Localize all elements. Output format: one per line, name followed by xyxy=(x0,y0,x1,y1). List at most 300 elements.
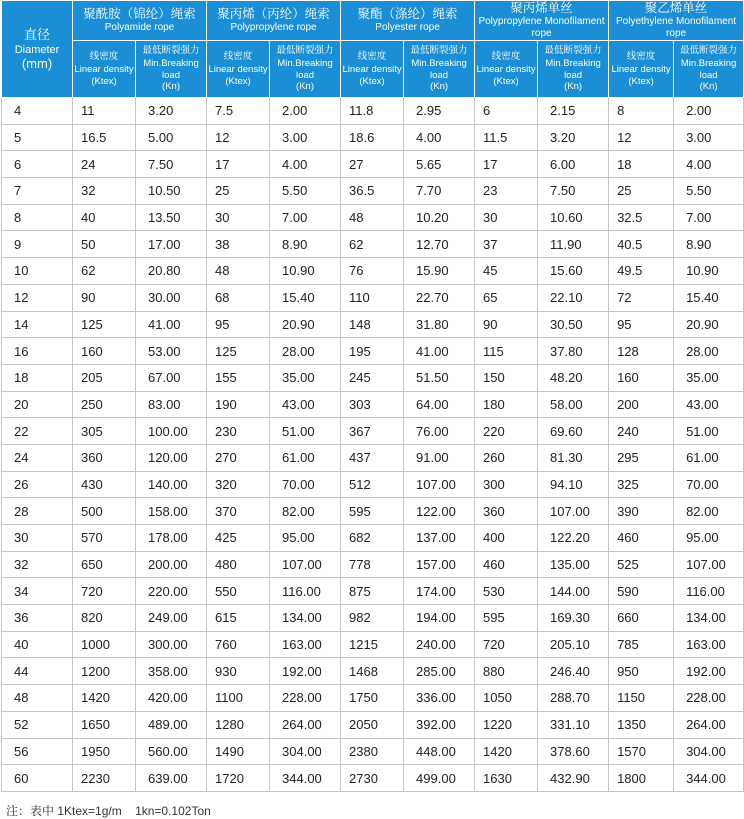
sub-header-unit: (Kn) xyxy=(296,81,314,93)
linear-density-cell: 125 xyxy=(207,338,270,365)
diameter-cell: 36 xyxy=(2,605,73,632)
group-header-zh: 聚酰胺（锦纶）绳索 xyxy=(83,7,196,21)
linear-density-cell: 950 xyxy=(609,658,674,685)
breaking-load-cell: 15.60 xyxy=(538,258,609,285)
linear-density-cell: 682 xyxy=(341,525,404,552)
breaking-load-cell: 13.50 xyxy=(136,204,207,231)
linear-density-cell: 18.6 xyxy=(341,124,404,151)
sub-header-en: Min.Breaking load xyxy=(277,58,333,81)
sub-header-en: Min.Breaking load xyxy=(680,58,737,81)
breaking-load-cell: 82.00 xyxy=(674,498,744,525)
breaking-load-header xyxy=(538,41,609,98)
sub-header-unit: (Kn) xyxy=(564,81,583,93)
sub-header-en: Linear density xyxy=(74,64,134,75)
linear-density-cell: 930 xyxy=(207,658,270,685)
breaking-load-cell: 10.60 xyxy=(538,204,609,231)
group-header-en: Polypropylene rope xyxy=(230,22,317,33)
group-header-zh: 聚乙烯单丝 xyxy=(644,1,708,15)
linear-density-cell: 303 xyxy=(341,391,404,418)
diameter-cell: 48 xyxy=(2,685,73,712)
breaking-load-cell: 22.10 xyxy=(538,284,609,311)
linear-density-cell: 18 xyxy=(609,151,674,178)
group-header-pp-monofilament xyxy=(475,1,609,41)
linear-density-cell: 65 xyxy=(475,284,538,311)
breaking-load-cell: 134.00 xyxy=(270,605,341,632)
group-header-en: Polyamide rope xyxy=(104,22,175,33)
breaking-load-cell: 194.00 xyxy=(404,605,475,632)
table-row xyxy=(2,551,744,578)
linear-density-cell: 615 xyxy=(207,605,270,632)
diameter-cell: 12 xyxy=(2,284,73,311)
breaking-load-cell: 3.20 xyxy=(538,124,609,151)
linear-density-cell: 95 xyxy=(609,311,674,338)
table-row xyxy=(2,658,744,685)
breaking-load-cell: 344.00 xyxy=(270,765,341,792)
breaking-load-cell: 35.00 xyxy=(270,364,341,391)
sub-header-zh: 线密度 xyxy=(223,51,253,62)
group-header-polypropylene xyxy=(207,1,341,41)
linear-density-cell: 220 xyxy=(475,418,538,445)
table-row xyxy=(2,418,744,445)
linear-density-cell: 1220 xyxy=(475,711,538,738)
diameter-cell: 30 xyxy=(2,525,73,552)
breaking-load-cell: 7.50 xyxy=(538,178,609,205)
diameter-cell: 6 xyxy=(2,151,73,178)
table-row xyxy=(2,391,744,418)
breaking-load-cell: 7.50 xyxy=(136,151,207,178)
table-row xyxy=(2,471,744,498)
linear-density-cell: 62 xyxy=(73,258,136,285)
linear-density-cell: 778 xyxy=(341,551,404,578)
breaking-load-cell: 499.00 xyxy=(404,765,475,792)
linear-density-header xyxy=(475,41,538,98)
table-row xyxy=(2,525,744,552)
diameter-cell: 7 xyxy=(2,178,73,205)
linear-density-cell: 2230 xyxy=(73,765,136,792)
linear-density-cell: 480 xyxy=(207,551,270,578)
diameter-cell: 4 xyxy=(2,98,73,125)
breaking-load-cell: 7.00 xyxy=(674,204,744,231)
breaking-load-cell: 158.00 xyxy=(136,498,207,525)
breaking-load-cell: 2.95 xyxy=(404,98,475,125)
breaking-load-cell: 15.40 xyxy=(270,284,341,311)
table-row xyxy=(2,204,744,231)
linear-density-cell: 40.5 xyxy=(609,231,674,258)
linear-density-cell: 400 xyxy=(475,525,538,552)
linear-density-cell: 1630 xyxy=(475,765,538,792)
linear-density-cell: 32 xyxy=(73,178,136,205)
breaking-load-cell: 10.90 xyxy=(674,258,744,285)
linear-density-cell: 512 xyxy=(341,471,404,498)
diameter-cell: 14 xyxy=(2,311,73,338)
breaking-load-cell: 344.00 xyxy=(674,765,744,792)
linear-density-cell: 2380 xyxy=(341,738,404,765)
linear-density-cell: 875 xyxy=(341,578,404,605)
breaking-load-cell: 116.00 xyxy=(270,578,341,605)
diameter-cell: 5 xyxy=(2,124,73,151)
linear-density-cell: 110 xyxy=(341,284,404,311)
breaking-load-cell: 15.90 xyxy=(404,258,475,285)
sub-header-row xyxy=(2,41,744,98)
diameter-header xyxy=(2,1,73,98)
linear-density-cell: 590 xyxy=(609,578,674,605)
linear-density-cell: 148 xyxy=(341,311,404,338)
linear-density-cell: 370 xyxy=(207,498,270,525)
diameter-cell: 28 xyxy=(2,498,73,525)
diameter-cell: 10 xyxy=(2,258,73,285)
linear-density-cell: 1570 xyxy=(609,738,674,765)
linear-density-cell: 1650 xyxy=(73,711,136,738)
breaking-load-cell: 11.90 xyxy=(538,231,609,258)
breaking-load-cell: 83.00 xyxy=(136,391,207,418)
linear-density-cell: 430 xyxy=(73,471,136,498)
diameter-cell: 32 xyxy=(2,551,73,578)
linear-density-cell: 525 xyxy=(609,551,674,578)
table-row xyxy=(2,605,744,632)
linear-density-cell: 785 xyxy=(609,631,674,658)
sub-header-zh: 最低断裂强力 xyxy=(544,45,602,57)
linear-density-cell: 1350 xyxy=(609,711,674,738)
linear-density-cell: 150 xyxy=(475,364,538,391)
sub-header-zh: 线密度 xyxy=(491,51,521,62)
diameter-cell: 16 xyxy=(2,338,73,365)
breaking-load-cell: 420.00 xyxy=(136,685,207,712)
linear-density-cell: 1000 xyxy=(73,631,136,658)
breaking-load-cell: 107.00 xyxy=(404,471,475,498)
sub-header-unit: (Ktex) xyxy=(91,75,117,87)
breaking-load-cell: 3.20 xyxy=(136,98,207,125)
linear-density-cell: 360 xyxy=(475,498,538,525)
sub-header-zh: 最低断裂强力 xyxy=(410,45,468,57)
linear-density-cell: 30 xyxy=(207,204,270,231)
breaking-load-cell: 81.30 xyxy=(538,444,609,471)
linear-density-cell: 1950 xyxy=(73,738,136,765)
breaking-load-cell: 5.50 xyxy=(674,178,744,205)
breaking-load-cell: 5.65 xyxy=(404,151,475,178)
linear-density-cell: 595 xyxy=(341,498,404,525)
group-header-en: Polyester rope xyxy=(375,22,440,33)
linear-density-cell: 40 xyxy=(73,204,136,231)
breaking-load-cell: 7.00 xyxy=(270,204,341,231)
breaking-load-cell: 140.00 xyxy=(136,471,207,498)
breaking-load-cell: 122.00 xyxy=(404,498,475,525)
breaking-load-cell: 432.90 xyxy=(538,765,609,792)
linear-density-cell: 530 xyxy=(475,578,538,605)
sub-header-zh: 最低断裂强力 xyxy=(276,45,334,57)
breaking-load-cell: 120.00 xyxy=(136,444,207,471)
linear-density-cell: 650 xyxy=(73,551,136,578)
sub-header-en: Linear density xyxy=(342,64,402,75)
group-header-polyester xyxy=(341,1,475,41)
group-header-zh: 聚丙烯（丙纶）绳索 xyxy=(217,7,330,21)
linear-density-cell: 230 xyxy=(207,418,270,445)
linear-density-cell: 570 xyxy=(73,525,136,552)
linear-density-cell: 205 xyxy=(73,364,136,391)
breaking-load-cell: 4.00 xyxy=(674,151,744,178)
linear-density-cell: 36.5 xyxy=(341,178,404,205)
linear-density-cell: 11.5 xyxy=(475,124,538,151)
diameter-cell: 18 xyxy=(2,364,73,391)
linear-density-cell: 2730 xyxy=(341,765,404,792)
table-row xyxy=(2,711,744,738)
diameter-cell: 34 xyxy=(2,578,73,605)
linear-density-cell: 125 xyxy=(73,311,136,338)
breaking-load-cell: 10.50 xyxy=(136,178,207,205)
breaking-load-cell: 20.90 xyxy=(270,311,341,338)
sub-header-unit: (Ktex) xyxy=(628,75,654,87)
breaking-load-cell: 358.00 xyxy=(136,658,207,685)
linear-density-cell: 360 xyxy=(73,444,136,471)
linear-density-cell: 180 xyxy=(475,391,538,418)
breaking-load-cell: 64.00 xyxy=(404,391,475,418)
table-row xyxy=(2,258,744,285)
linear-density-cell: 460 xyxy=(609,525,674,552)
linear-density-cell: 25 xyxy=(609,178,674,205)
table-row xyxy=(2,124,744,151)
sub-header-unit: (Kn) xyxy=(699,81,718,93)
breaking-load-cell: 205.10 xyxy=(538,631,609,658)
breaking-load-cell: 331.10 xyxy=(538,711,609,738)
linear-density-cell: 62 xyxy=(341,231,404,258)
breaking-load-cell: 107.00 xyxy=(674,551,744,578)
breaking-load-cell: 43.00 xyxy=(270,391,341,418)
breaking-load-cell: 378.60 xyxy=(538,738,609,765)
footnote xyxy=(6,802,720,819)
group-header-en: Polyethylene Monofilament rope xyxy=(616,16,737,39)
breaking-load-cell: 304.00 xyxy=(270,738,341,765)
linear-density-header xyxy=(73,41,136,98)
breaking-load-cell: 264.00 xyxy=(270,711,341,738)
breaking-load-cell: 76.00 xyxy=(404,418,475,445)
diameter-cell: 60 xyxy=(2,765,73,792)
linear-density-cell: 12 xyxy=(207,124,270,151)
linear-density-cell: 200 xyxy=(609,391,674,418)
sub-header-en: Min.Breaking load xyxy=(143,58,199,81)
breaking-load-cell: 100.00 xyxy=(136,418,207,445)
diameter-cell: 20 xyxy=(2,391,73,418)
linear-density-cell: 460 xyxy=(475,551,538,578)
breaking-load-cell: 37.80 xyxy=(538,338,609,365)
linear-density-cell: 48 xyxy=(207,258,270,285)
footnote-kn: 1kn=0.102Ton xyxy=(135,803,211,818)
footnote-ktex: 注：表中 1Ktex=1g/m xyxy=(6,803,122,818)
breaking-load-cell: 48.20 xyxy=(538,364,609,391)
table-row xyxy=(2,231,744,258)
linear-density-cell: 11 xyxy=(73,98,136,125)
breaking-load-cell: 220.00 xyxy=(136,578,207,605)
group-header-en: Polypropylene Monofilament rope xyxy=(478,16,605,39)
table-row xyxy=(2,578,744,605)
linear-density-cell: 425 xyxy=(207,525,270,552)
linear-density-header xyxy=(609,41,674,98)
table-row xyxy=(2,178,744,205)
breaking-load-cell: 392.00 xyxy=(404,711,475,738)
breaking-load-cell: 91.00 xyxy=(404,444,475,471)
breaking-load-cell: 200.00 xyxy=(136,551,207,578)
linear-density-cell: 260 xyxy=(475,444,538,471)
group-header-polyamide xyxy=(73,1,207,41)
breaking-load-cell: 61.00 xyxy=(270,444,341,471)
breaking-load-cell: 58.00 xyxy=(538,391,609,418)
breaking-load-cell: 20.90 xyxy=(674,311,744,338)
table-row xyxy=(2,498,744,525)
diameter-header-en: Diameter xyxy=(14,44,60,56)
table-row xyxy=(2,631,744,658)
sub-header-unit: (Ktex) xyxy=(225,75,251,87)
linear-density-cell: 390 xyxy=(609,498,674,525)
sub-header-unit: (Kn) xyxy=(430,81,449,93)
linear-density-cell: 437 xyxy=(341,444,404,471)
breaking-load-header xyxy=(136,41,207,98)
diameter-cell: 52 xyxy=(2,711,73,738)
linear-density-cell: 325 xyxy=(609,471,674,498)
breaking-load-cell: 94.10 xyxy=(538,471,609,498)
linear-density-cell: 982 xyxy=(341,605,404,632)
breaking-load-cell: 8.90 xyxy=(270,231,341,258)
breaking-load-header xyxy=(404,41,475,98)
diameter-header-unit: (mm) xyxy=(21,56,53,71)
breaking-load-cell: 17.00 xyxy=(136,231,207,258)
linear-density-cell: 550 xyxy=(207,578,270,605)
sub-header-zh: 线密度 xyxy=(89,51,119,62)
breaking-load-cell: 107.00 xyxy=(270,551,341,578)
table-row xyxy=(2,284,744,311)
breaking-load-cell: 2.00 xyxy=(270,98,341,125)
breaking-load-cell: 28.00 xyxy=(270,338,341,365)
linear-density-cell: 195 xyxy=(341,338,404,365)
group-header-zh: 聚丙烯单丝 xyxy=(510,1,573,15)
linear-density-cell: 11.8 xyxy=(341,98,404,125)
sub-header-zh: 最低断裂强力 xyxy=(142,45,200,57)
breaking-load-cell: 192.00 xyxy=(270,658,341,685)
linear-density-cell: 320 xyxy=(207,471,270,498)
linear-density-header xyxy=(341,41,404,98)
breaking-load-cell: 41.00 xyxy=(136,311,207,338)
sub-header-unit: (Ktex) xyxy=(493,75,519,87)
diameter-header-zh: 直径 xyxy=(23,27,50,42)
linear-density-cell: 115 xyxy=(475,338,538,365)
breaking-load-cell: 51.50 xyxy=(404,364,475,391)
breaking-load-cell: 163.00 xyxy=(270,631,341,658)
linear-density-cell: 270 xyxy=(207,444,270,471)
breaking-load-cell: 61.00 xyxy=(674,444,744,471)
linear-density-cell: 1720 xyxy=(207,765,270,792)
linear-density-cell: 660 xyxy=(609,605,674,632)
rope-spec-table xyxy=(1,0,744,792)
linear-density-header xyxy=(207,41,270,98)
breaking-load-cell: 246.40 xyxy=(538,658,609,685)
breaking-load-cell: 3.00 xyxy=(674,124,744,151)
breaking-load-cell: 249.00 xyxy=(136,605,207,632)
linear-density-cell: 30 xyxy=(475,204,538,231)
linear-density-cell: 2050 xyxy=(341,711,404,738)
breaking-load-cell: 8.90 xyxy=(674,231,744,258)
table-row xyxy=(2,444,744,471)
linear-density-cell: 880 xyxy=(475,658,538,685)
breaking-load-cell: 10.20 xyxy=(404,204,475,231)
diameter-cell: 56 xyxy=(2,738,73,765)
group-header-zh: 聚酯（涤纶）绳索 xyxy=(357,7,458,21)
linear-density-cell: 160 xyxy=(73,338,136,365)
breaking-load-cell: 228.00 xyxy=(270,685,341,712)
table-row xyxy=(2,765,744,792)
breaking-load-cell: 15.40 xyxy=(674,284,744,311)
linear-density-cell: 155 xyxy=(207,364,270,391)
sub-header-en: Linear density xyxy=(208,64,268,75)
linear-density-cell: 250 xyxy=(73,391,136,418)
breaking-load-cell: 43.00 xyxy=(674,391,744,418)
breaking-load-cell: 6.00 xyxy=(538,151,609,178)
linear-density-cell: 595 xyxy=(475,605,538,632)
breaking-load-cell: 20.80 xyxy=(136,258,207,285)
breaking-load-cell: 30.00 xyxy=(136,284,207,311)
linear-density-cell: 38 xyxy=(207,231,270,258)
table-row xyxy=(2,98,744,125)
breaking-load-cell: 70.00 xyxy=(674,471,744,498)
linear-density-cell: 24 xyxy=(73,151,136,178)
diameter-cell: 8 xyxy=(2,204,73,231)
breaking-load-cell: 560.00 xyxy=(136,738,207,765)
diameter-cell: 22 xyxy=(2,418,73,445)
breaking-load-cell: 41.00 xyxy=(404,338,475,365)
breaking-load-cell: 107.00 xyxy=(538,498,609,525)
breaking-load-cell: 285.00 xyxy=(404,658,475,685)
linear-density-cell: 190 xyxy=(207,391,270,418)
table-row xyxy=(2,364,744,391)
linear-density-cell: 23 xyxy=(475,178,538,205)
breaking-load-cell: 35.00 xyxy=(674,364,744,391)
linear-density-cell: 90 xyxy=(73,284,136,311)
linear-density-cell: 1215 xyxy=(341,631,404,658)
breaking-load-cell: 4.00 xyxy=(404,124,475,151)
breaking-load-cell: 22.70 xyxy=(404,284,475,311)
breaking-load-cell: 4.00 xyxy=(270,151,341,178)
linear-density-cell: 25 xyxy=(207,178,270,205)
breaking-load-cell: 135.00 xyxy=(538,551,609,578)
table-body xyxy=(2,98,744,792)
linear-density-cell: 128 xyxy=(609,338,674,365)
breaking-load-cell: 53.00 xyxy=(136,338,207,365)
linear-density-cell: 1750 xyxy=(341,685,404,712)
table-row xyxy=(2,738,744,765)
linear-density-cell: 8 xyxy=(609,98,674,125)
breaking-load-cell: 122.20 xyxy=(538,525,609,552)
breaking-load-cell: 3.00 xyxy=(270,124,341,151)
linear-density-cell: 17 xyxy=(475,151,538,178)
breaking-load-cell: 157.00 xyxy=(404,551,475,578)
breaking-load-cell: 288.70 xyxy=(538,685,609,712)
linear-density-cell: 160 xyxy=(609,364,674,391)
linear-density-cell: 1468 xyxy=(341,658,404,685)
breaking-load-cell: 489.00 xyxy=(136,711,207,738)
linear-density-cell: 7.5 xyxy=(207,98,270,125)
breaking-load-cell: 116.00 xyxy=(674,578,744,605)
linear-density-cell: 245 xyxy=(341,364,404,391)
breaking-load-cell: 5.00 xyxy=(136,124,207,151)
diameter-cell: 44 xyxy=(2,658,73,685)
breaking-load-cell: 51.00 xyxy=(674,418,744,445)
linear-density-cell: 1800 xyxy=(609,765,674,792)
linear-density-cell: 1100 xyxy=(207,685,270,712)
breaking-load-cell: 2.00 xyxy=(674,98,744,125)
breaking-load-cell: 137.00 xyxy=(404,525,475,552)
linear-density-cell: 68 xyxy=(207,284,270,311)
linear-density-cell: 90 xyxy=(475,311,538,338)
linear-density-cell: 760 xyxy=(207,631,270,658)
sub-header-en: Linear density xyxy=(611,64,671,75)
sub-header-zh: 最低断裂强力 xyxy=(680,45,738,57)
breaking-load-cell: 144.00 xyxy=(538,578,609,605)
